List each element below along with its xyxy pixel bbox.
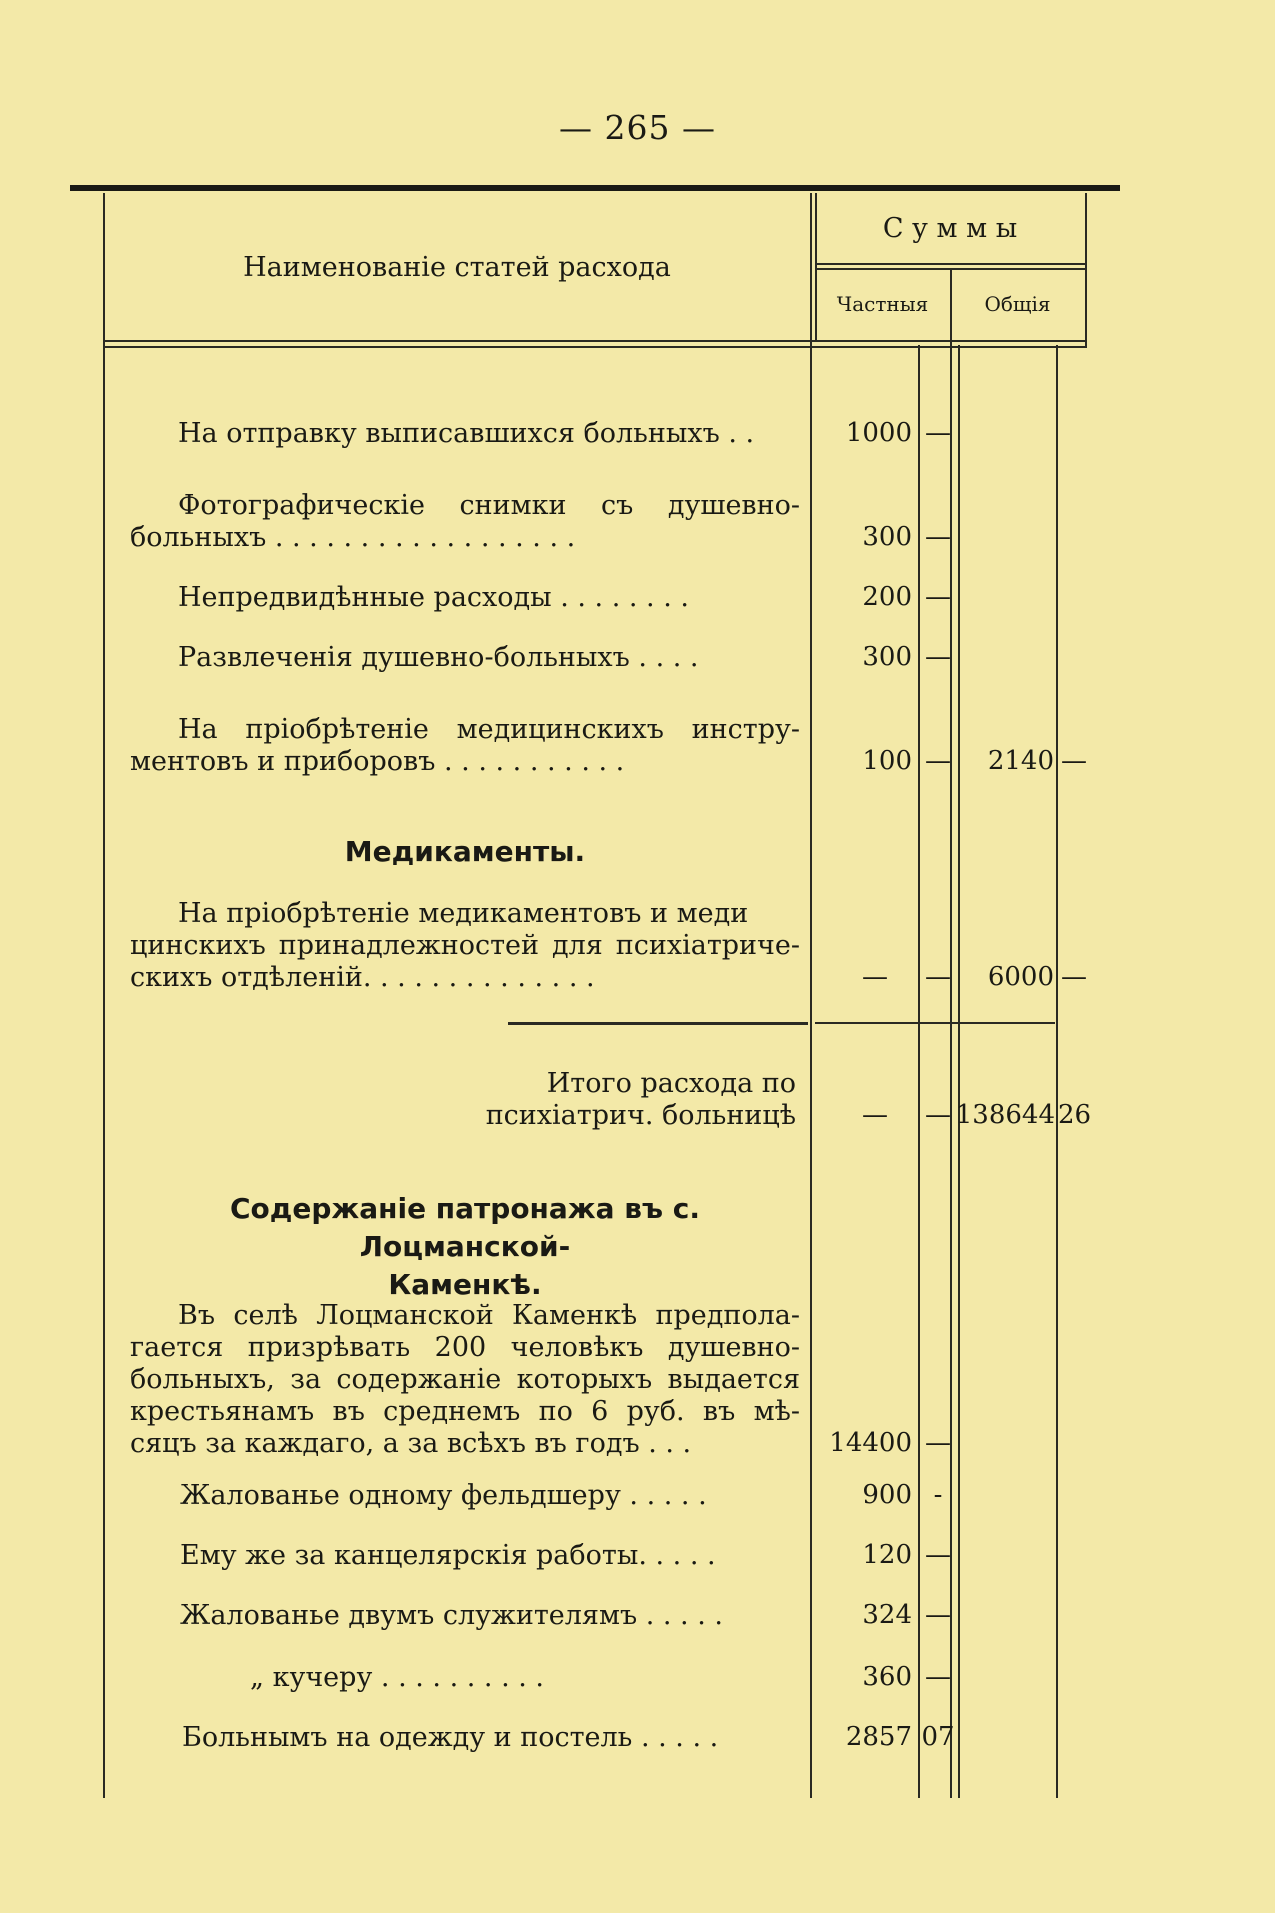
header-sums: С у м м ы [882, 213, 1018, 244]
list-item: „ кучеру . . . . . . . . . . [250, 1662, 544, 1693]
column-divider-total-kop [1056, 345, 1058, 1798]
header-bottom-rule-2 [103, 346, 1085, 348]
list-item: Фотографическіе снимки съ душевно- больныхъ . . . . . . . . . . . . . . . . . . [130, 490, 800, 553]
total-amount: 2140 [987, 746, 1054, 776]
total-kopecks: — [1061, 962, 1087, 992]
private-kopecks: — [925, 1428, 951, 1458]
private-amount: 1000 [845, 418, 912, 448]
header-sums-underline-2 [815, 268, 1085, 270]
total-amount: 6000 [987, 962, 1054, 992]
list-item: На пріобрѣтеніе медикаментовъ и меди цинскихъ принадлежностей для психіатриче- скихъ отдѣленій. . . . . . . . . . . . . . [130, 898, 800, 993]
header-sums-underline [815, 263, 1085, 265]
private-kopecks: — [925, 1540, 951, 1570]
private-amount: 100 [862, 746, 912, 776]
private-kopecks: — [925, 1600, 951, 1630]
private-amount: — [862, 962, 888, 992]
top-rule [70, 185, 1120, 191]
header-title: Наименованіе статей расхода [243, 252, 671, 283]
page-number: — 265 — [559, 108, 716, 147]
list-item: Непредвидѣнные расходы . . . . . . . . [178, 582, 689, 613]
header-private: Частныя [836, 292, 929, 316]
private-kopecks: 07 [921, 1722, 955, 1752]
subtotal-rule [508, 1022, 808, 1025]
table-left-border [103, 193, 105, 1798]
column-divider-private-kop [918, 345, 920, 1798]
list-item: Въ селѣ Лоцманской Каменкѣ предпола- гается призрѣвать 200 человѣкъ душевно- больныхъ, за содержаніе которыхъ выдается крестьянамъ въ среднемъ по 6 руб. въ мѣ- сяцъ за каждаго, а за всѣхъ въ годъ . . . [130, 1300, 800, 1459]
list-item: Жалованье одному фельдшеру . . . . . [180, 1480, 707, 1511]
list-item: Жалованье двумъ служителямъ . . . . . [180, 1600, 723, 1631]
private-kopecks: — [925, 582, 951, 612]
list-item: Больнымъ на одежду и постель . . . . . [182, 1722, 719, 1753]
header-bottom-rule [103, 340, 1085, 342]
private-kopecks: — [925, 1662, 951, 1692]
section-heading-patronage: Содержаніе патронажа въ с. Лоцманской- Каменкѣ. [229, 1192, 701, 1301]
private-amount: 300 [862, 522, 912, 552]
section-heading-medicaments: Медикаменты. [344, 835, 586, 868]
private-amount: 2857 [845, 1722, 912, 1752]
subtotal-rule-columns [815, 1022, 1055, 1024]
column-divider-private-total-2 [958, 345, 960, 1798]
list-item: Ему же за канцелярскія работы. . . . . [180, 1540, 716, 1571]
header-general: Общія [984, 292, 1051, 316]
list-item: На пріобрѣтеніе медицинскихъ инстру- ментовъ и приборовъ . . . . . . . . . . . [130, 714, 800, 777]
private-amount: 200 [862, 582, 912, 612]
private-kopecks: — [925, 642, 951, 672]
private-amount: 14400 [829, 1428, 912, 1458]
table-right-border [1085, 193, 1087, 348]
private-kopecks: - [933, 1480, 943, 1510]
total-private-kopecks: — [925, 1100, 951, 1130]
grand-total-kopecks: 26 [1058, 1100, 1092, 1130]
private-amount: 300 [862, 642, 912, 672]
private-kopecks: — [925, 962, 951, 992]
grand-total-amount: 138644 [955, 1100, 1055, 1130]
private-kopecks: — [925, 522, 951, 552]
total-kopecks: — [1061, 746, 1087, 776]
private-amount: 360 [862, 1662, 912, 1692]
private-amount: 120 [862, 1540, 912, 1570]
private-amount: 900 [862, 1480, 912, 1510]
list-item: Развлеченія душевно-больныхъ . . . . [178, 642, 699, 673]
private-kopecks: — [925, 418, 951, 448]
total-private-amount: — [862, 1100, 888, 1130]
private-kopecks: — [925, 746, 951, 776]
private-amount: 324 [862, 1600, 912, 1630]
total-label: Итого расхода по психіатрич. больницѣ [485, 1068, 796, 1131]
list-item: На отправку выписавшихся больныхъ . . [178, 418, 755, 449]
